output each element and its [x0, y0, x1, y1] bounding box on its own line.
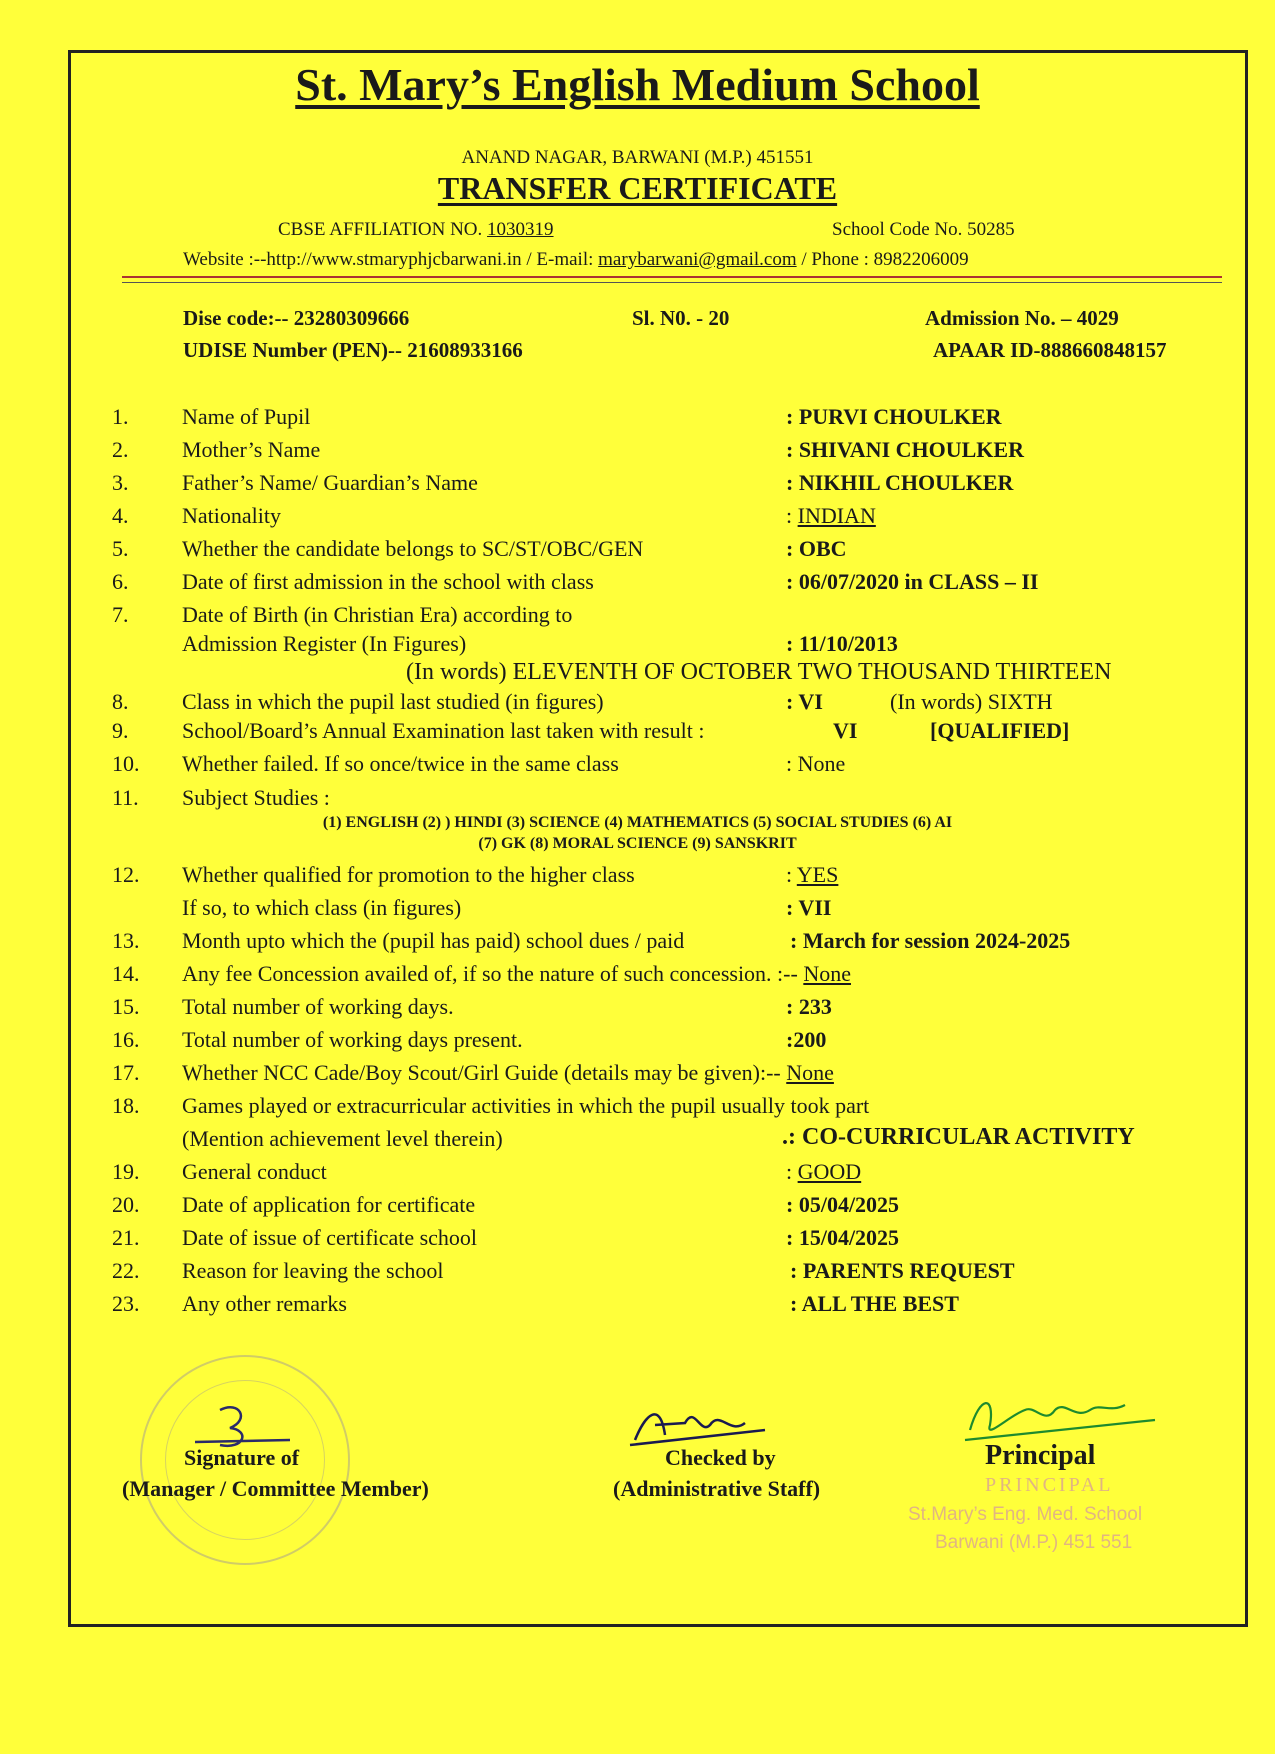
row-number: 1.: [112, 404, 129, 429]
concession-text: Any fee Concession availed of, if so the nature of such concession. :--: [182, 961, 804, 986]
dob-in-words: [406, 659, 1111, 686]
row-value: : PURVI CHOULKER: [786, 404, 1002, 429]
row-value: : 05/04/2025: [786, 1192, 900, 1217]
serial-number: Sl. N0. - 20: [632, 306, 730, 330]
row-number: 22.: [112, 1258, 140, 1283]
row-label-2: (Mention achievement level therein): [182, 1126, 503, 1151]
admission-number: Admission No. – 4029: [925, 306, 1119, 330]
row-label: Date of issue of certificate school: [182, 1225, 478, 1250]
phone-text: / Phone : 8982206009: [796, 249, 969, 270]
row-label: Whether failed. If so once/twice in the same class: [182, 751, 619, 776]
affiliation-number: 1030319: [487, 219, 554, 240]
ncc-text: Whether NCC Cade/Boy Scout/Girl Guide (details may be given):--: [182, 1060, 787, 1085]
row-value: : ALL THE BEST: [790, 1291, 959, 1316]
udise-number: UDISE Number (PEN)-- 21608933166: [183, 338, 523, 362]
checked-by-label: Checked by: [665, 1445, 776, 1470]
row-label: School/Board’s Annual Examination last taken with result :: [182, 718, 705, 743]
row-value: : 233: [786, 994, 832, 1019]
row-value: : 06/07/2020 in CLASS – II: [786, 569, 1039, 594]
subjects-line-1: (1) ENGLISH (2) ) HINDI (3) SCIENCE (4) MATHEMATICS (5) SOCIAL STUDIES (6) AI: [322, 814, 953, 831]
contact-line: [183, 249, 969, 271]
row-number: 5.: [112, 536, 129, 561]
row-label: Mother’s Name: [182, 437, 321, 462]
manager-signature-title: (Manager / Committee Member): [122, 1476, 429, 1501]
row-value: [786, 503, 876, 529]
row-number: 14.: [112, 961, 140, 986]
row-label: General conduct: [182, 1159, 327, 1184]
promoted-class: : VII: [786, 895, 832, 920]
row-value: : 11/10/2013: [786, 631, 898, 656]
exam-result: [QUALIFIED]: [930, 718, 1070, 743]
row-number: 20.: [112, 1192, 140, 1217]
row-number: 17.: [112, 1060, 140, 1085]
nationality-value: INDIAN: [797, 503, 876, 528]
row-value: [786, 862, 838, 888]
row-number: 2.: [112, 437, 129, 462]
row-number: 10.: [112, 751, 140, 776]
row-value: VI: [833, 718, 858, 743]
value-prefix: :: [786, 503, 798, 528]
ncc-value: None: [786, 1060, 834, 1085]
dob-words-text: (In words) ELEVENTH OF OCTOBER TWO THOUSAND THIRTEEN: [406, 659, 1112, 685]
header-divider-thin: [122, 282, 1222, 283]
row-label: Any other remarks: [182, 1291, 347, 1316]
row-number: 16.: [112, 1027, 140, 1052]
class-in-words: (In words) SIXTH: [890, 689, 1053, 714]
row-value: .: CO-CURRICULAR ACTIVITY: [782, 1124, 1135, 1150]
conduct-value: GOOD: [797, 1159, 862, 1184]
principal-stamp-line-1: PRINCIPAL: [985, 1474, 1114, 1496]
row-label: Subject Studies :: [182, 785, 330, 810]
principal-stamp-line-2: St.Mary’s Eng. Med. School: [908, 1504, 1143, 1525]
row-label: [182, 1060, 834, 1086]
row-number: 8.: [112, 689, 129, 714]
row-label: Date of application for certificate: [182, 1192, 476, 1217]
row-label: Whether qualified for promotion to the higher class: [182, 862, 635, 887]
row-number: 9.: [112, 718, 129, 743]
row-label: Total number of working days.: [182, 994, 454, 1019]
principal-label: Principal: [985, 1440, 1096, 1471]
row-label: Date of Birth (in Christian Era) according to: [182, 602, 573, 627]
row-label: [182, 961, 851, 987]
row-value: : SHIVANI CHOULKER: [786, 437, 1024, 462]
certificate-title: TRANSFER CERTIFICATE: [437, 170, 838, 206]
subjects-line-2: (7) GK (8) MORAL SCIENCE (9) SANSKRIT: [478, 835, 797, 852]
principal-signature-mark: [955, 1385, 1165, 1445]
row-label: Month upto which the (pupil has paid) school dues / paid: [182, 928, 685, 953]
row-label: Whether the candidate belongs to SC/ST/OBC/GEN: [182, 536, 644, 561]
row-value: : OBC: [786, 536, 847, 561]
row-number: 19.: [112, 1159, 140, 1184]
row-number: 18.: [112, 1093, 140, 1118]
row-label: Date of first admission in the school with class: [182, 569, 594, 594]
value-prefix: :: [786, 862, 797, 887]
row-label: Reason for leaving the school: [182, 1258, 444, 1283]
concession-value: None: [803, 961, 851, 986]
website-text: Website :--http://www.stmaryphjcbarwani.in / E-mail:: [183, 249, 599, 270]
row-number: 11.: [112, 785, 139, 810]
checked-by-title: (Administrative Staff): [613, 1476, 821, 1501]
row-label-2: Admission Register (In Figures): [182, 631, 467, 656]
row-number: 7.: [112, 602, 129, 627]
principal-stamp-line-3: Barwani (M.P.) 451 551: [935, 1532, 1133, 1553]
school-name: St. Mary’s English Medium School: [295, 59, 980, 110]
row-number: 4.: [112, 503, 129, 528]
row-number: 12.: [112, 862, 140, 887]
affiliation-line: [278, 219, 554, 241]
school-code: School Code No. 50285: [832, 219, 1015, 240]
school-address: ANAND NAGAR, BARWANI (M.P.) 451551: [461, 147, 814, 168]
row-value: : VI: [786, 689, 823, 714]
manager-signature-label: Signature of: [184, 1445, 300, 1470]
row-label: Total number of working days present.: [182, 1027, 523, 1052]
apaar-id: APAAR ID-888660848157: [933, 338, 1167, 362]
row-label: Father’s Name/ Guardian’s Name: [182, 470, 478, 495]
row-number: 6.: [112, 569, 129, 594]
row-label-2: If so, to which class (in figures): [182, 895, 462, 920]
row-number: 21.: [112, 1225, 140, 1250]
row-number: 15.: [112, 994, 140, 1019]
affiliation-label: CBSE AFFILIATION NO.: [278, 219, 488, 240]
row-value: : 15/04/2025: [786, 1225, 900, 1250]
promotion-value: YES: [796, 862, 839, 887]
row-value: : NIKHIL CHOULKER: [786, 470, 1014, 495]
row-number: 3.: [112, 470, 129, 495]
header-divider: [122, 276, 1222, 278]
row-label: Class in which the pupil last studied (in figures): [182, 689, 604, 714]
value-prefix: :: [786, 1159, 798, 1184]
row-label: Nationality: [182, 503, 281, 528]
row-label: Games played or extracurricular activities in which the pupil usually took part: [182, 1093, 870, 1118]
row-number: 23.: [112, 1291, 140, 1316]
row-label: Name of Pupil: [182, 404, 311, 429]
row-value: [786, 1159, 861, 1185]
dise-code: Dise code:-- 23280309666: [183, 306, 410, 330]
email-link[interactable]: marybarwani@gmail.com: [598, 249, 797, 270]
row-value: : March for session 2024-2025: [790, 928, 1071, 953]
row-value: :200: [786, 1027, 827, 1052]
row-number: 13.: [112, 928, 140, 953]
row-value: : PARENTS REQUEST: [790, 1258, 1015, 1283]
row-value: : None: [786, 751, 846, 776]
